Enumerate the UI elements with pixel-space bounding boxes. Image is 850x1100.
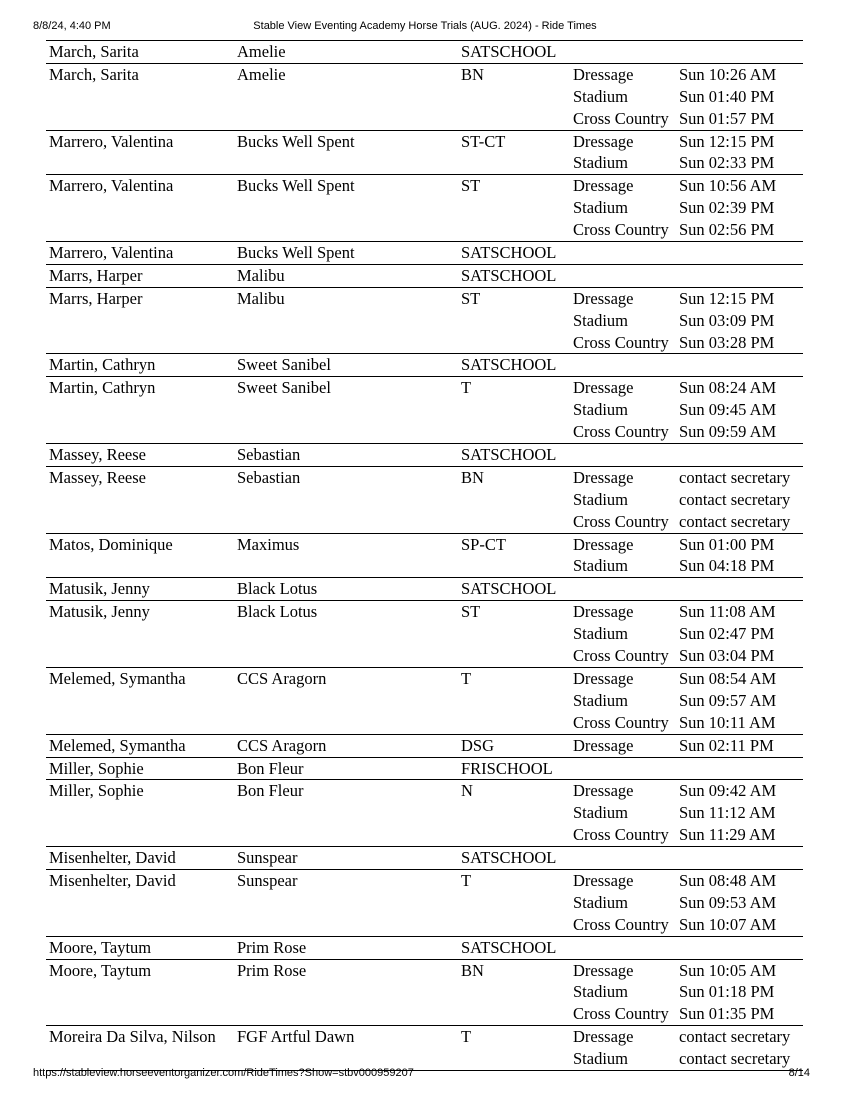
phase-name: Stadium [573, 489, 629, 509]
table-row [46, 668, 803, 735]
horse-name: Sweet Sanibel [237, 355, 331, 375]
rider-name: Marrs, Harper [49, 288, 143, 308]
empty-cell [46, 219, 237, 241]
ride-time: Sun 01:57 PM [679, 108, 775, 128]
empty-cell [46, 108, 237, 130]
ride-time: Sun 03:09 PM [679, 310, 775, 330]
phase-name: Cross Country [573, 914, 669, 934]
empty-cell [461, 623, 573, 645]
rider-name: Miller, Sophie [49, 781, 144, 801]
phase-name: Dressage [573, 534, 634, 554]
empty-cell [461, 197, 573, 219]
horse-name: Sunspear [237, 848, 298, 868]
empty-cell [461, 399, 573, 421]
empty-cell [461, 86, 573, 108]
phase-name: Cross Country [573, 108, 669, 128]
row-line [46, 354, 803, 376]
phase-name: Dressage [573, 870, 634, 890]
ride-time: Sun 11:08 AM [679, 602, 776, 622]
empty-cell [46, 511, 237, 533]
empty-cell [461, 1048, 573, 1070]
empty-cell [461, 645, 573, 667]
phase-name: Cross Country [573, 646, 669, 666]
horse-name: Sebastian [237, 467, 301, 487]
table-row [46, 735, 803, 758]
phase-name: Cross Country [573, 220, 669, 240]
division: SATSCHOOL [461, 355, 557, 375]
empty-cell [46, 421, 237, 443]
horse-name: Malibu [237, 265, 285, 285]
division: DSG [461, 735, 495, 755]
row-line [46, 601, 803, 623]
row-line [46, 960, 803, 982]
ride-time: contact secretary [679, 467, 791, 487]
row-line [46, 310, 803, 332]
row-line [46, 265, 803, 287]
empty-cell [46, 914, 237, 936]
division: ST [461, 602, 481, 622]
row-line [46, 288, 803, 310]
phase-name: Dressage [573, 781, 634, 801]
empty-cell [237, 152, 461, 174]
phase-name: Dressage [573, 378, 634, 398]
empty-cell [46, 310, 237, 332]
horse-name: Prim Rose [237, 960, 307, 980]
empty-cell [237, 645, 461, 667]
rider-name: Moreira Da Silva, Nilson [49, 1027, 216, 1047]
ride-time: Sun 11:29 AM [679, 825, 776, 845]
row-line [46, 981, 803, 1003]
rider-name: Misenhelter, David [49, 848, 176, 868]
empty-cell [237, 511, 461, 533]
division: BN [461, 960, 484, 980]
row-line [46, 802, 803, 824]
row-line [46, 377, 803, 399]
rider-name: Melemed, Symantha [49, 735, 186, 755]
horse-name: Amelie [237, 64, 286, 84]
phase-name: Stadium [573, 690, 629, 710]
empty-cell [46, 712, 237, 734]
phase-name: Stadium [573, 624, 629, 644]
horse-name: Sebastian [237, 445, 301, 465]
division: T [461, 1027, 472, 1047]
ride-time: Sun 04:18 PM [679, 556, 775, 576]
table-row [46, 242, 803, 265]
empty-cell [237, 399, 461, 421]
ride-time: Sun 10:11 AM [679, 712, 776, 732]
division: ST [461, 176, 481, 196]
horse-name: FGF Artful Dawn [237, 1027, 355, 1047]
empty-cell [461, 712, 573, 734]
empty-cell [237, 219, 461, 241]
empty-cell [46, 690, 237, 712]
horse-name: Black Lotus [237, 579, 318, 599]
ride-time: Sun 02:47 PM [679, 624, 775, 644]
row-line [46, 1026, 803, 1048]
phase-name: Stadium [573, 310, 629, 330]
print-date: 8/8/24, 4:40 PM [33, 20, 111, 32]
row-line [46, 197, 803, 219]
table-row [46, 175, 803, 242]
table-row [46, 354, 803, 377]
row-line [46, 444, 803, 466]
table-row [46, 578, 803, 601]
empty-cell [461, 690, 573, 712]
empty-cell [46, 332, 237, 354]
phase-name: Dressage [573, 131, 634, 151]
horse-name: Black Lotus [237, 602, 318, 622]
horse-name: Bon Fleur [237, 781, 304, 801]
rider-name: Marrero, Valentina [49, 176, 174, 196]
phase-name: Stadium [573, 803, 629, 823]
table-row [46, 780, 803, 847]
rider-name: Moore, Taytum [49, 937, 152, 957]
empty-cell [46, 802, 237, 824]
ride-time: Sun 09:45 AM [679, 400, 777, 420]
empty-cell [46, 152, 237, 174]
ride-time: Sun 11:12 AM [679, 803, 776, 823]
phase-name: Stadium [573, 556, 629, 576]
table-row [46, 601, 803, 668]
empty-cell [46, 1003, 237, 1025]
phase-name: Cross Country [573, 712, 669, 732]
empty-cell [461, 892, 573, 914]
phase-name: Dressage [573, 288, 634, 308]
horse-name: Bon Fleur [237, 758, 304, 778]
page-url: https://stableview.horseeventorganizer.com/RideTimes?Show=stbv000959207 [33, 1067, 414, 1079]
phase-name: Cross Country [573, 825, 669, 845]
empty-cell [237, 86, 461, 108]
row-line [46, 467, 803, 489]
ride-time: Sun 01:00 PM [679, 534, 775, 554]
division: T [461, 668, 472, 688]
division: SATSCHOOL [461, 579, 557, 599]
division: SATSCHOOL [461, 265, 557, 285]
phase-name: Stadium [573, 400, 629, 420]
rider-name: Marrs, Harper [49, 265, 143, 285]
phase-name: Dressage [573, 602, 634, 622]
rider-name: Miller, Sophie [49, 758, 144, 778]
ride-time: Sun 10:07 AM [679, 914, 777, 934]
row-line [46, 668, 803, 690]
ride-time: Sun 09:42 AM [679, 781, 777, 801]
row-line [46, 242, 803, 264]
rider-name: Moore, Taytum [49, 960, 152, 980]
division: ST [461, 288, 481, 308]
phase-name: Stadium [573, 153, 629, 173]
rider-name: Martin, Cathryn [49, 378, 156, 398]
phase-name: Stadium [573, 86, 629, 106]
phase-name: Dressage [573, 735, 634, 755]
phase-name: Cross Country [573, 511, 669, 531]
empty-cell [461, 421, 573, 443]
row-line [46, 108, 803, 130]
rider-name: Matos, Dominique [49, 534, 173, 554]
empty-cell [46, 555, 237, 577]
empty-cell [461, 152, 573, 174]
ride-time: Sun 09:53 AM [679, 892, 777, 912]
division: T [461, 378, 472, 398]
ride-times-table [46, 40, 803, 1071]
row-line [46, 175, 803, 197]
row-line [46, 131, 803, 153]
division: SATSCHOOL [461, 848, 557, 868]
horse-name: Bucks Well Spent [237, 131, 355, 151]
division: ST-CT [461, 131, 506, 151]
row-line [46, 578, 803, 600]
phase-name: Stadium [573, 982, 629, 1002]
phase-name: Cross Country [573, 1004, 669, 1024]
row-line [46, 152, 803, 174]
table-row [46, 937, 803, 960]
row-line [46, 824, 803, 846]
row-line [46, 332, 803, 354]
ride-time: Sun 02:11 PM [679, 735, 774, 755]
empty-cell [461, 555, 573, 577]
empty-cell [461, 489, 573, 511]
row-line [46, 399, 803, 421]
phase-name: Stadium [573, 1049, 629, 1069]
empty-cell [46, 489, 237, 511]
row-line [46, 892, 803, 914]
row-line [46, 555, 803, 577]
table-row [46, 131, 803, 176]
table-row [46, 444, 803, 467]
row-line [46, 735, 803, 757]
division: T [461, 870, 472, 890]
ride-time: Sun 08:48 AM [679, 870, 777, 890]
empty-cell [237, 421, 461, 443]
phase-name: Dressage [573, 467, 634, 487]
table-row [46, 960, 803, 1027]
empty-cell [237, 332, 461, 354]
row-line [46, 489, 803, 511]
division: SATSCHOOL [461, 42, 557, 61]
empty-cell [461, 219, 573, 241]
ride-time: Sun 09:59 AM [679, 422, 777, 442]
empty-cell [237, 1003, 461, 1025]
empty-cell [461, 511, 573, 533]
empty-cell [46, 892, 237, 914]
table-row [46, 377, 803, 444]
table-row [46, 41, 803, 64]
rider-name: Massey, Reese [49, 467, 146, 487]
division: SATSCHOOL [461, 243, 557, 263]
ride-time: Sun 10:26 AM [679, 64, 777, 84]
empty-cell [461, 1003, 573, 1025]
ride-time: Sun 02:33 PM [679, 153, 775, 173]
phase-name: Dressage [573, 64, 634, 84]
ride-time: contact secretary [679, 1049, 791, 1069]
ride-time: contact secretary [679, 489, 791, 509]
row-line [46, 534, 803, 556]
ride-time: Sun 01:18 PM [679, 982, 775, 1002]
empty-cell [46, 981, 237, 1003]
ride-time: Sun 10:56 AM [679, 176, 777, 196]
phase-name: Cross Country [573, 332, 669, 352]
rider-name: Melemed, Symantha [49, 668, 186, 688]
ride-time: Sun 08:54 AM [679, 668, 777, 688]
row-line [46, 511, 803, 533]
page-number: 8/14 [788, 1067, 810, 1079]
row-line [46, 870, 803, 892]
rider-name: March, Sarita [49, 64, 139, 84]
phase-name: Stadium [573, 892, 629, 912]
row-line [46, 421, 803, 443]
horse-name: Maximus [237, 534, 300, 554]
empty-cell [237, 108, 461, 130]
ride-time: Sun 01:40 PM [679, 86, 775, 106]
ride-time: contact secretary [679, 511, 791, 531]
empty-cell [46, 86, 237, 108]
row-line [46, 64, 803, 86]
horse-name: Bucks Well Spent [237, 243, 355, 263]
table-row [46, 534, 803, 579]
ride-time: Sun 09:57 AM [679, 690, 777, 710]
empty-cell [46, 645, 237, 667]
ride-time: Sun 08:24 AM [679, 378, 777, 398]
phase-name: Dressage [573, 1027, 634, 1047]
phase-name: Stadium [573, 198, 629, 218]
table-row [46, 1026, 803, 1071]
empty-cell [237, 892, 461, 914]
empty-cell [237, 623, 461, 645]
table-row [46, 870, 803, 937]
horse-name: CCS Aragorn [237, 668, 327, 688]
row-line [46, 712, 803, 734]
row-line [46, 645, 803, 667]
empty-cell [461, 332, 573, 354]
rider-name: Matusik, Jenny [49, 602, 150, 622]
table-row [46, 64, 803, 131]
division: FRISCHOOL [461, 758, 553, 778]
row-line [46, 623, 803, 645]
rider-name: Marrero, Valentina [49, 243, 174, 263]
row-line [46, 914, 803, 936]
table-row [46, 758, 803, 781]
rider-name: Marrero, Valentina [49, 131, 174, 151]
row-line [46, 758, 803, 780]
horse-name: Prim Rose [237, 937, 307, 957]
empty-cell [237, 824, 461, 846]
empty-cell [237, 914, 461, 936]
phase-name: Cross Country [573, 422, 669, 442]
division: N [461, 781, 473, 801]
phase-name: Dressage [573, 176, 634, 196]
empty-cell [237, 489, 461, 511]
empty-cell [46, 824, 237, 846]
empty-cell [461, 981, 573, 1003]
ride-time: contact secretary [679, 1027, 791, 1047]
empty-cell [237, 981, 461, 1003]
rider-name: Matusik, Jenny [49, 579, 150, 599]
rider-name: Martin, Cathryn [49, 355, 156, 375]
table-row [46, 847, 803, 870]
ride-time: Sun 10:05 AM [679, 960, 777, 980]
phase-name: Dressage [573, 960, 634, 980]
empty-cell [237, 712, 461, 734]
empty-cell [237, 197, 461, 219]
phase-name: Dressage [573, 668, 634, 688]
row-line [46, 780, 803, 802]
division: BN [461, 467, 484, 487]
division: SATSCHOOL [461, 445, 557, 465]
ride-time: Sun 02:56 PM [679, 220, 775, 240]
empty-cell [46, 623, 237, 645]
empty-cell [461, 310, 573, 332]
page-title: Stable View Eventing Academy Horse Trials (AUG. 2024) - Ride Times [253, 20, 597, 32]
ride-time: Sun 12:15 PM [679, 288, 775, 308]
row-line [46, 219, 803, 241]
horse-name: Malibu [237, 288, 285, 308]
empty-cell [461, 824, 573, 846]
horse-name: Bucks Well Spent [237, 176, 355, 196]
horse-name: Amelie [237, 42, 286, 61]
empty-cell [237, 802, 461, 824]
ride-time: Sun 12:15 PM [679, 131, 775, 151]
division: SP-CT [461, 534, 506, 554]
rider-name: Massey, Reese [49, 445, 146, 465]
ride-time: Sun 02:39 PM [679, 198, 775, 218]
table-row [46, 265, 803, 288]
empty-cell [461, 108, 573, 130]
empty-cell [237, 690, 461, 712]
row-line [46, 847, 803, 869]
row-line [46, 41, 803, 63]
rider-name: March, Sarita [49, 42, 139, 61]
empty-cell [46, 399, 237, 421]
division: SATSCHOOL [461, 937, 557, 957]
horse-name: Sunspear [237, 870, 298, 890]
horse-name: CCS Aragorn [237, 735, 327, 755]
ride-time: Sun 03:28 PM [679, 332, 775, 352]
row-line [46, 1003, 803, 1025]
division: BN [461, 64, 484, 84]
empty-cell [237, 310, 461, 332]
row-line [46, 690, 803, 712]
empty-cell [237, 555, 461, 577]
table-row [46, 467, 803, 534]
ride-time: Sun 03:04 PM [679, 646, 775, 666]
empty-cell [461, 802, 573, 824]
ride-time: Sun 01:35 PM [679, 1004, 775, 1024]
table-row [46, 288, 803, 355]
row-line [46, 86, 803, 108]
empty-cell [46, 197, 237, 219]
rider-name: Misenhelter, David [49, 870, 176, 890]
row-line [46, 937, 803, 959]
empty-cell [461, 914, 573, 936]
horse-name: Sweet Sanibel [237, 378, 331, 398]
